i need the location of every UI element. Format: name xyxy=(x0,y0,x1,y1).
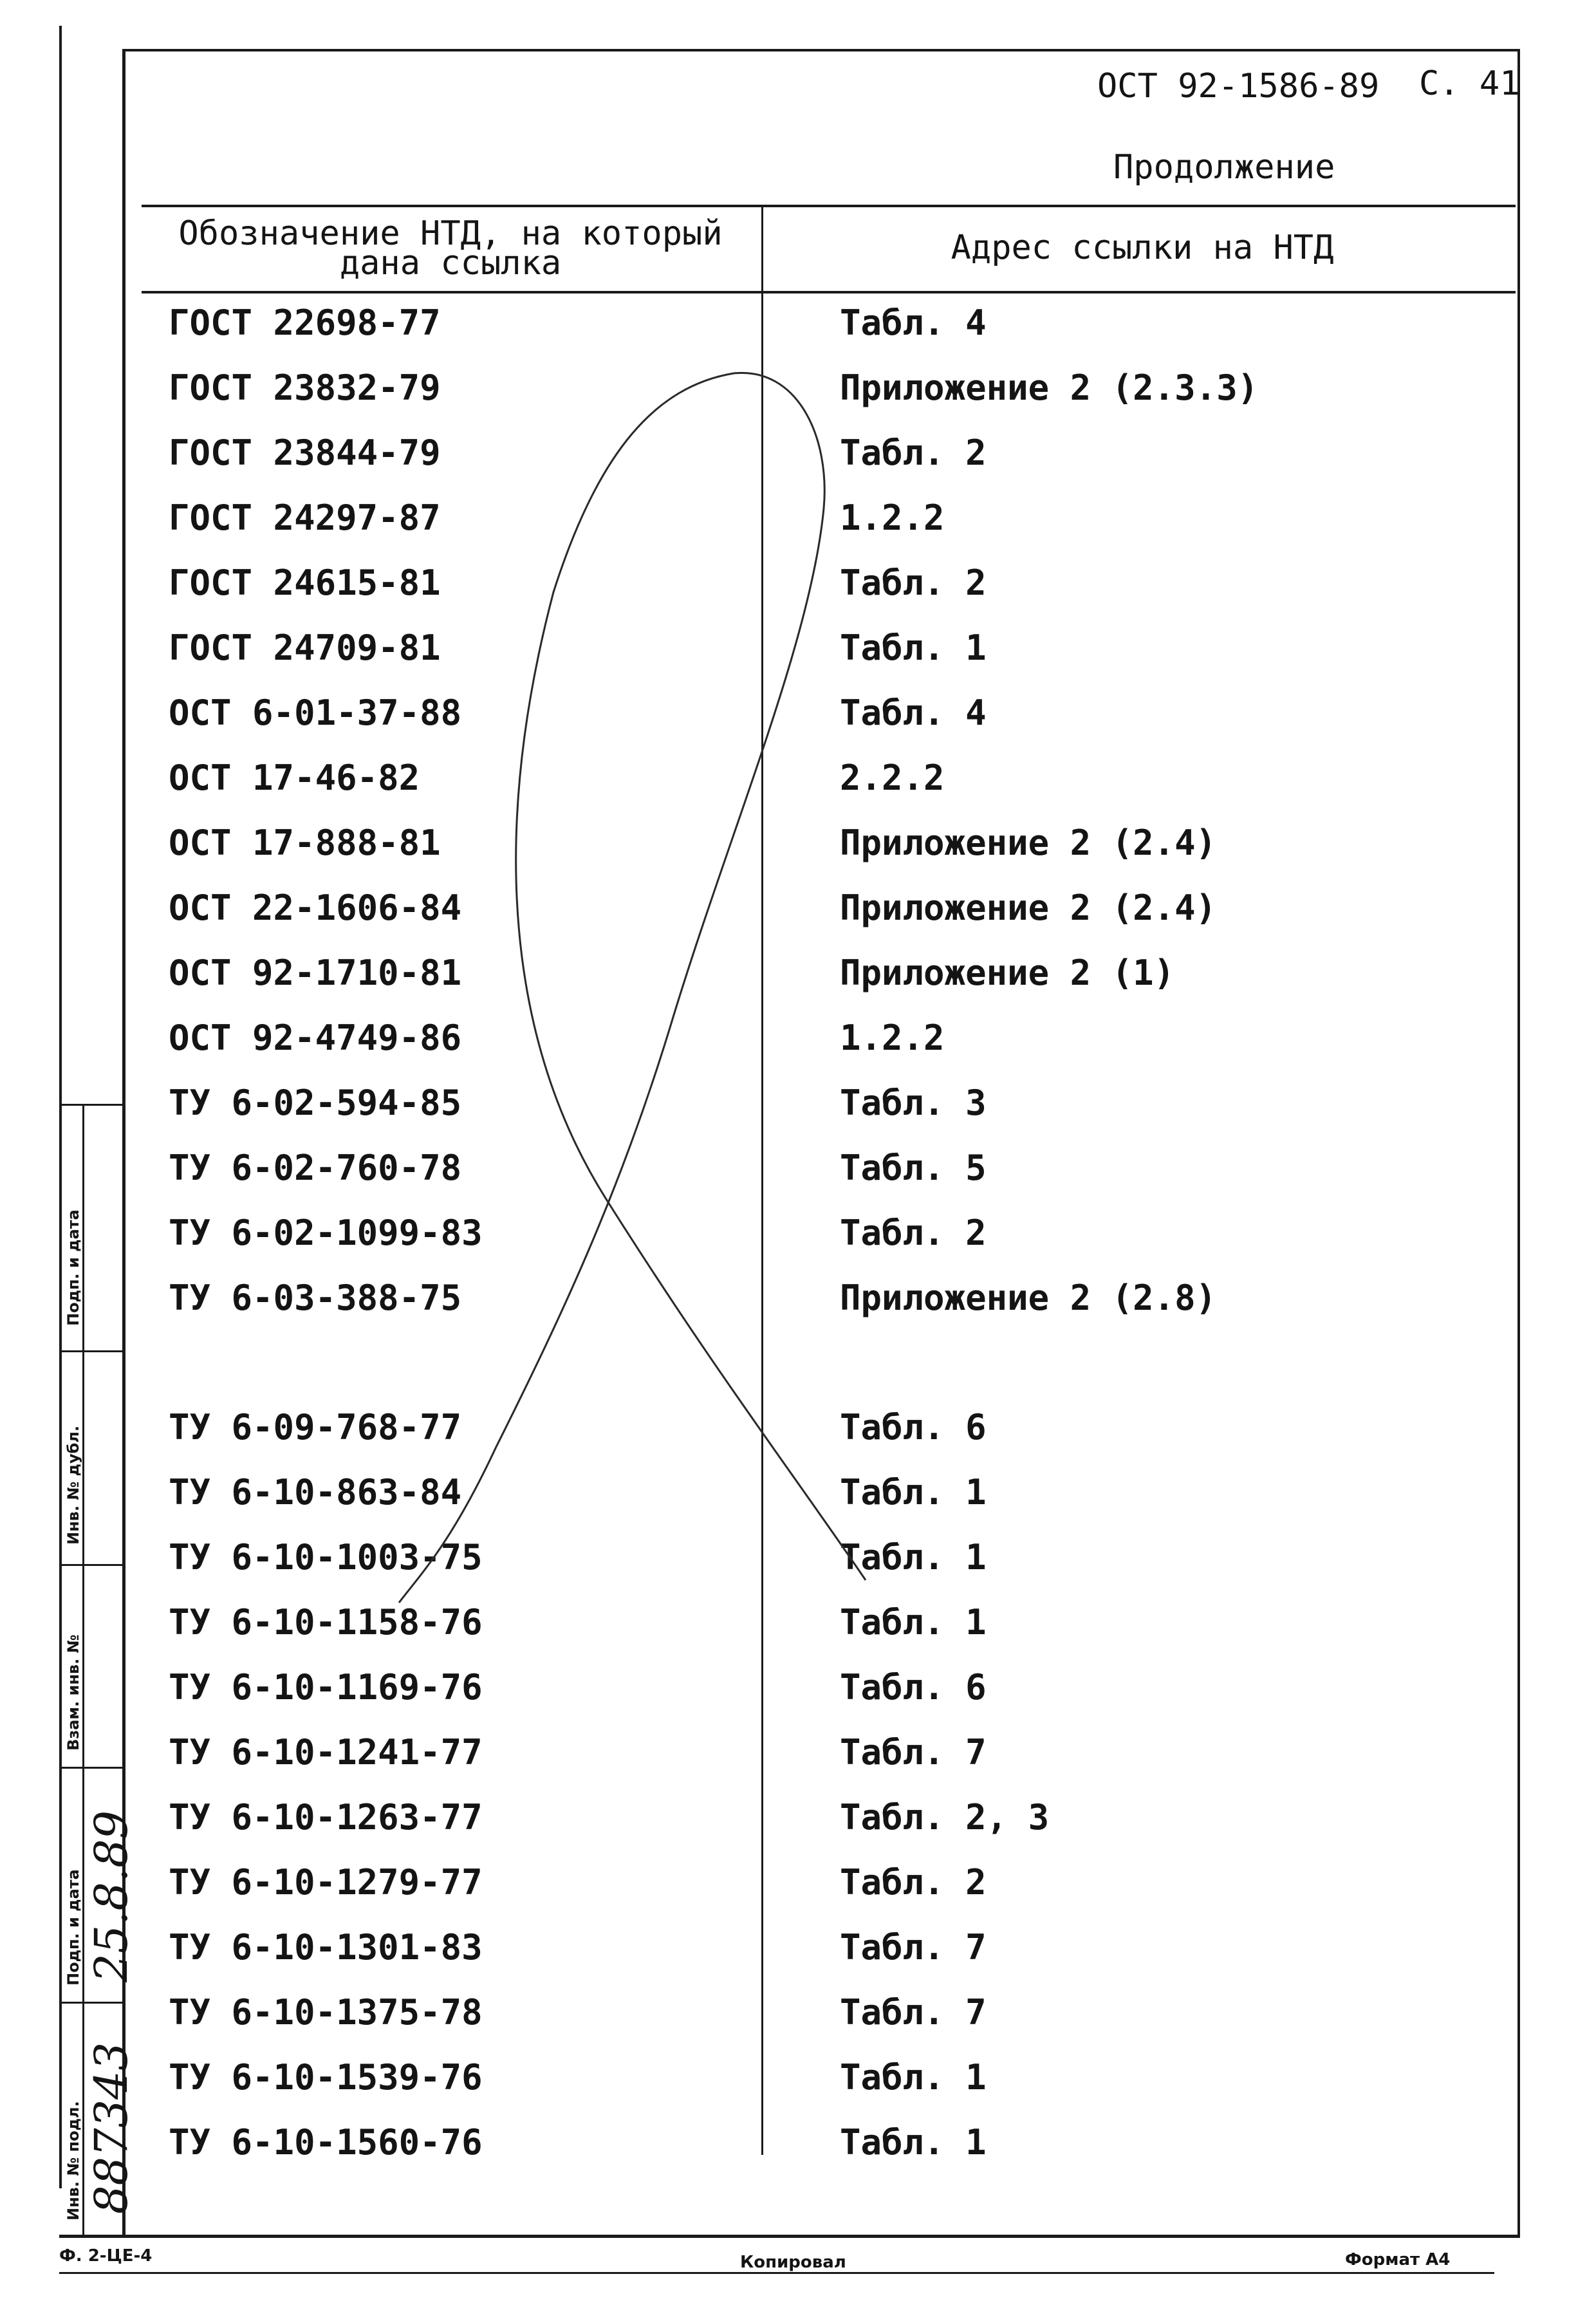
ntd-code: ГОСТ 22698-77 xyxy=(169,303,441,343)
ntd-code: ОСТ 92-4749-86 xyxy=(169,1018,462,1058)
stamp-divider xyxy=(62,1767,125,1769)
ntd-code: ТУ 6-10-1169-76 xyxy=(169,1667,483,1708)
column-header-designation: Обозначение НТД, на который дана ссылка xyxy=(178,214,723,283)
ntd-code: ТУ 6-10-1301-83 xyxy=(169,1927,483,1968)
ntd-address: Табл. 4 xyxy=(840,693,987,733)
ntd-code: ТУ 6-10-1560-76 xyxy=(169,2122,483,2163)
ntd-code: ГОСТ 24297-87 xyxy=(169,498,441,538)
ntd-code: ТУ 6-10-1375-78 xyxy=(169,1992,483,2033)
ntd-address: 2.2.2 xyxy=(840,758,945,798)
ntd-code: ОСТ 22-1606-84 xyxy=(169,888,462,928)
ntd-address: Табл. 2 xyxy=(840,1862,987,1903)
stamp-divider xyxy=(62,1104,125,1106)
ntd-address: Табл. 1 xyxy=(840,1602,987,1643)
ntd-code: ГОСТ 23844-79 xyxy=(169,433,441,473)
ntd-code: ТУ 6-10-1263-77 xyxy=(169,1797,483,1838)
ntd-code: ТУ 6-10-1158-76 xyxy=(169,1602,483,1643)
ntd-address: Табл. 1 xyxy=(840,1537,987,1578)
continuation-label: Продолжение xyxy=(1113,148,1335,187)
stamp-label-signature-date: Подп. и дата xyxy=(64,1209,82,1326)
ntd-address: Табл. 4 xyxy=(840,303,987,343)
footer-form-code: Ф. 2-ЦЕ-4 xyxy=(59,2246,153,2266)
ntd-address: Приложение 2 (2.3.3) xyxy=(840,368,1259,408)
ntd-code: ТУ 6-10-1279-77 xyxy=(169,1862,483,1903)
ntd-code: ОСТ 17-46-82 xyxy=(169,758,420,798)
ntd-code: ТУ 6-09-768-77 xyxy=(169,1407,462,1448)
ntd-code: ОСТ 17-888-81 xyxy=(169,823,441,863)
ntd-code: ТУ 6-02-1099-83 xyxy=(169,1213,483,1253)
stamp-divider xyxy=(62,1350,125,1352)
ntd-address: Табл. 6 xyxy=(840,1667,987,1708)
handwritten-inventory-number: 887343 xyxy=(85,2042,138,2214)
handwritten-date: 25.8.89 xyxy=(85,1810,138,1982)
ntd-code: ТУ 6-03-388-75 xyxy=(169,1278,462,1318)
stamp-divider xyxy=(62,2002,125,2004)
ntd-address: Табл. 7 xyxy=(840,1927,987,1968)
ntd-code: ТУ 6-10-1003-75 xyxy=(169,1537,483,1578)
ntd-address: 1.2.2 xyxy=(840,1018,945,1058)
ntd-address: Табл. 1 xyxy=(840,2057,987,2098)
ntd-address: Табл. 3 xyxy=(840,1083,987,1123)
document-code: ОСТ 92-1586-89 xyxy=(1097,67,1380,106)
stamp-label-replacement-inv: Взам. инв. № xyxy=(64,1634,82,1751)
ntd-code: ТУ 6-02-594-85 xyxy=(169,1083,462,1123)
ntd-address: Табл. 2 xyxy=(840,433,987,473)
ntd-address: Табл. 5 xyxy=(840,1148,987,1188)
ntd-address: Приложение 2 (2.8) xyxy=(840,1278,1217,1318)
ntd-address: 1.2.2 xyxy=(840,498,945,538)
ntd-address: Приложение 2 (2.4) xyxy=(840,888,1217,928)
stamp-label-original-inv: Инв. № подл. xyxy=(64,2101,82,2221)
ntd-code: ТУ 6-10-863-84 xyxy=(169,1472,462,1513)
stamp-label-signature-date-2: Подп. и дата xyxy=(64,1869,82,1986)
column-header-address: Адрес ссылки на НТД xyxy=(951,228,1334,267)
ntd-address: Табл. 1 xyxy=(840,628,987,668)
ntd-address: Табл. 7 xyxy=(840,1992,987,2033)
ntd-code: ГОСТ 24709-81 xyxy=(169,628,441,668)
stamp-column-line xyxy=(82,1104,84,2235)
ntd-address: Табл. 6 xyxy=(840,1407,987,1448)
stamp-label-duplicate-inv: Инв. № дубл. xyxy=(64,1425,82,1545)
ntd-address: Табл. 2 xyxy=(840,1213,987,1253)
stamp-divider xyxy=(62,1564,125,1566)
footer-format: Формат А4 xyxy=(1345,2250,1451,2269)
ntd-code: ТУ 6-10-1539-76 xyxy=(169,2057,483,2098)
page-number: С. 41 xyxy=(1419,64,1520,103)
ntd-code: ГОСТ 24615-81 xyxy=(169,563,441,603)
ntd-address: Табл. 1 xyxy=(840,2122,987,2163)
ntd-address: Табл. 2 xyxy=(840,563,987,603)
ntd-code: ТУ 6-02-760-78 xyxy=(169,1148,462,1188)
ntd-code: ОСТ 6-01-37-88 xyxy=(169,693,462,733)
ntd-code: ГОСТ 23832-79 xyxy=(169,368,441,408)
footer-copied-by: Копировал xyxy=(740,2253,846,2272)
ntd-address: Табл. 2, 3 xyxy=(840,1797,1050,1838)
ntd-address: Приложение 2 (2.4) xyxy=(840,823,1217,863)
ntd-address: Табл. 1 xyxy=(840,1472,987,1513)
ntd-address: Табл. 7 xyxy=(840,1732,987,1773)
ntd-code: ТУ 6-10-1241-77 xyxy=(169,1732,483,1773)
ntd-address: Приложение 2 (1) xyxy=(840,953,1175,993)
ntd-code: ОСТ 92-1710-81 xyxy=(169,953,462,993)
